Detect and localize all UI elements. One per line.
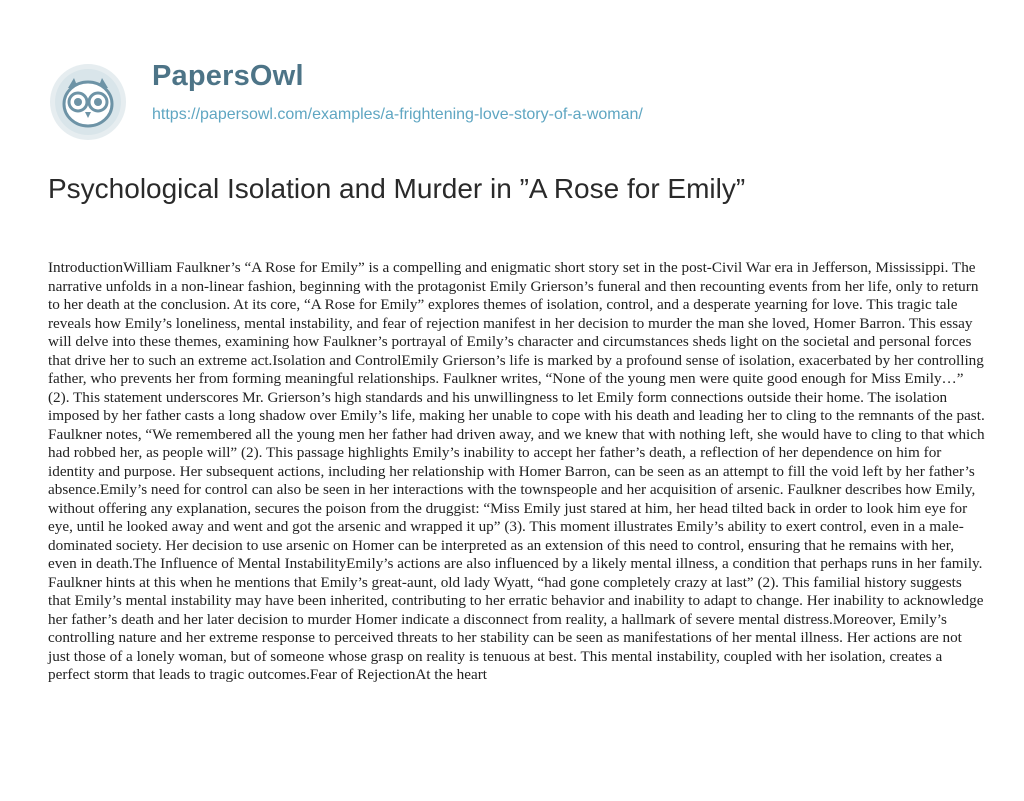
source-url-link[interactable]: https://papersowl.com/examples/a-frightening-love-story-of-a-woman/ [152, 106, 643, 123]
owl-logo-icon[interactable] [48, 62, 128, 142]
site-header [48, 54, 978, 144]
essay-title: Psychological Isolation and Murder in ”A Rose for Emily” [48, 173, 746, 204]
essay-body: IntroductionWilliam Faulkner’s “A Rose for Emily” is a compelling and enigmatic short story set in the post-Civil War era in Jefferson, Mississippi. The narrative unfolds in a non-linear fashion, beginning with the protagonist Emily Grierson’s funeral and then recounting events from her life, only to return to her death at the conclusion. At its core, “A Rose for Emily” explores themes of isolation, control, and a desperate yearning for love. This tragic tale reveals how Emily’s loneliness, mental instability, and fear of rejection manifest in her decision to murder the man she loved, Homer Barron. This essay will delve into these themes, examining how Faulkner’s portrayal of Emily’s character and circumstances sheds light on the societal and personal forces that drive her to such an extreme act.Isolation and ControlEmily Grierson’s life is marked by a profound sense of isolation, exacerbated by her controlling father, who prevents her from forming meaningful relationships. Faulkner writes, “None of the young men were quite good enough for Miss Emily…” (2). This statement underscores Mr. Grierson’s high standards and his unwillingness to let Emily form connections outside their home. The isolation imposed by her father casts a long shadow over Emily’s life, making her unable to cope with his death and leading her to cling to the remnants of the past. Faulkner notes, “We remembered all the young men her father had driven away, and we knew that with nothing left, she would have to cling to that which had robbed her, as people will” (2). This passage highlights Emily’s inability to accept her father’s death, a reflection of her dependence on him for identity and purpose. Her subsequent actions, including her relationship with Homer Barron, can be seen as an attempt to fill the void left by her father’s absence.Emily’s need for control can also be seen in her interactions with the townspeople and her acquisition of arsenic. Faulkner describes how Emily, without offering any explanation, secures the poison from the druggist: “Miss Emily just stared at him, her head tilted back in order to look him eye for eye, until he looked away and went and got the arsenic and wrapped it up” (3). This moment illustrates Emily’s ability to exert control, even in a male-dominated society. Her decision to use arsenic on Homer can be interpreted as an extension of this need to control, ensuring that he remains with her, even in death.The Influence of Mental InstabilityEmily’s actions are also influenced by a likely mental illness, a condition that perhaps runs in her family. Faulkner hints at this when he mentions that Emily’s great-aunt, old lady Wyatt, “had gone completely crazy at last” (2). This familial history suggests that Emily’s mental instability may have been inherited, contributing to her erratic behavior and inability to adapt to change. Her inability to acknowledge her father’s death and her later decision to murder Homer indicate a disconnect from reality, a hallmark of severe mental distress.Moreover, Emily’s controlling nature and her extreme response to perceived threats to her stability can be seen as manifestations of her mental illness. Her actions are not just those of a lonely woman, but of someone whose grasp on reality is tenuous at best. This mental instability, coupled with her isolation, creates a perfect storm that leads to tragic outcomes.Fear of RejectionAt the heart [48, 259, 985, 683]
brand-name[interactable]: PapersOwl [152, 60, 304, 92]
